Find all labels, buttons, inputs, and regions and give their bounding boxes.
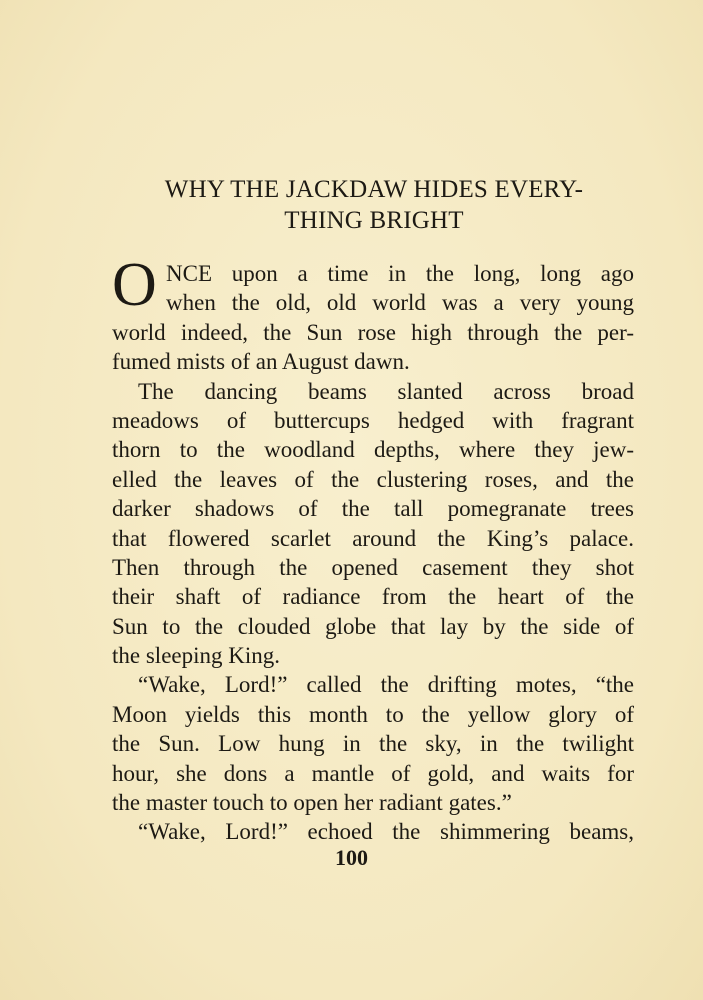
text-line: the Sun. Low hung in the sky, in the twilight	[112, 731, 634, 757]
text-line: “Wake, Lord!” called the drifting motes, “the	[138, 672, 634, 698]
text-line: the sleeping King.	[112, 643, 280, 669]
text-line: thorn to the woodland depths, where they jew-	[112, 437, 634, 463]
text-line: the master touch to open her radiant gates.”	[112, 790, 512, 816]
text-line: Then through the opened casement they shot	[112, 554, 634, 580]
chapter-title	[100, 174, 648, 236]
text-line: world indeed, the Sun rose high through the per-	[112, 319, 634, 345]
text-line: their shaft of radiance from the heart of the	[112, 584, 634, 610]
text-line: Sun to the clouded globe that lay by the side of	[112, 613, 634, 639]
text-line: Moon yields this month to the yellow glory of	[112, 701, 634, 727]
page-number: 100	[335, 845, 368, 870]
chapter-title-line-1: WHY THE JACKDAW HIDES EVERY-	[164, 176, 584, 203]
text-line: darker shadows of the tall pomegranate trees	[112, 496, 634, 522]
text-line: fumed mists of an August dawn.	[112, 349, 410, 375]
chapter-title-line-2: THING BRIGHT	[284, 207, 464, 234]
body-text	[112, 251, 634, 847]
text-line: that flowered scarlet around the King’s palace.	[112, 525, 634, 551]
text-line: The dancing beams slanted across broad	[138, 378, 634, 404]
text-line: NCE upon a time in the long, long ago	[166, 261, 634, 286]
text-line: elled the leaves of the clustering roses, and the	[112, 466, 634, 492]
text-line: meadows of buttercups hedged with fragrant	[112, 407, 634, 433]
text-line: when the old, old world was a very young	[166, 290, 634, 316]
text-line: “Wake, Lord!” echoed the shimmering beams,	[138, 819, 634, 845]
drop-cap: O	[112, 251, 157, 319]
text-line: hour, she dons a mantle of gold, and waits for	[112, 760, 634, 786]
